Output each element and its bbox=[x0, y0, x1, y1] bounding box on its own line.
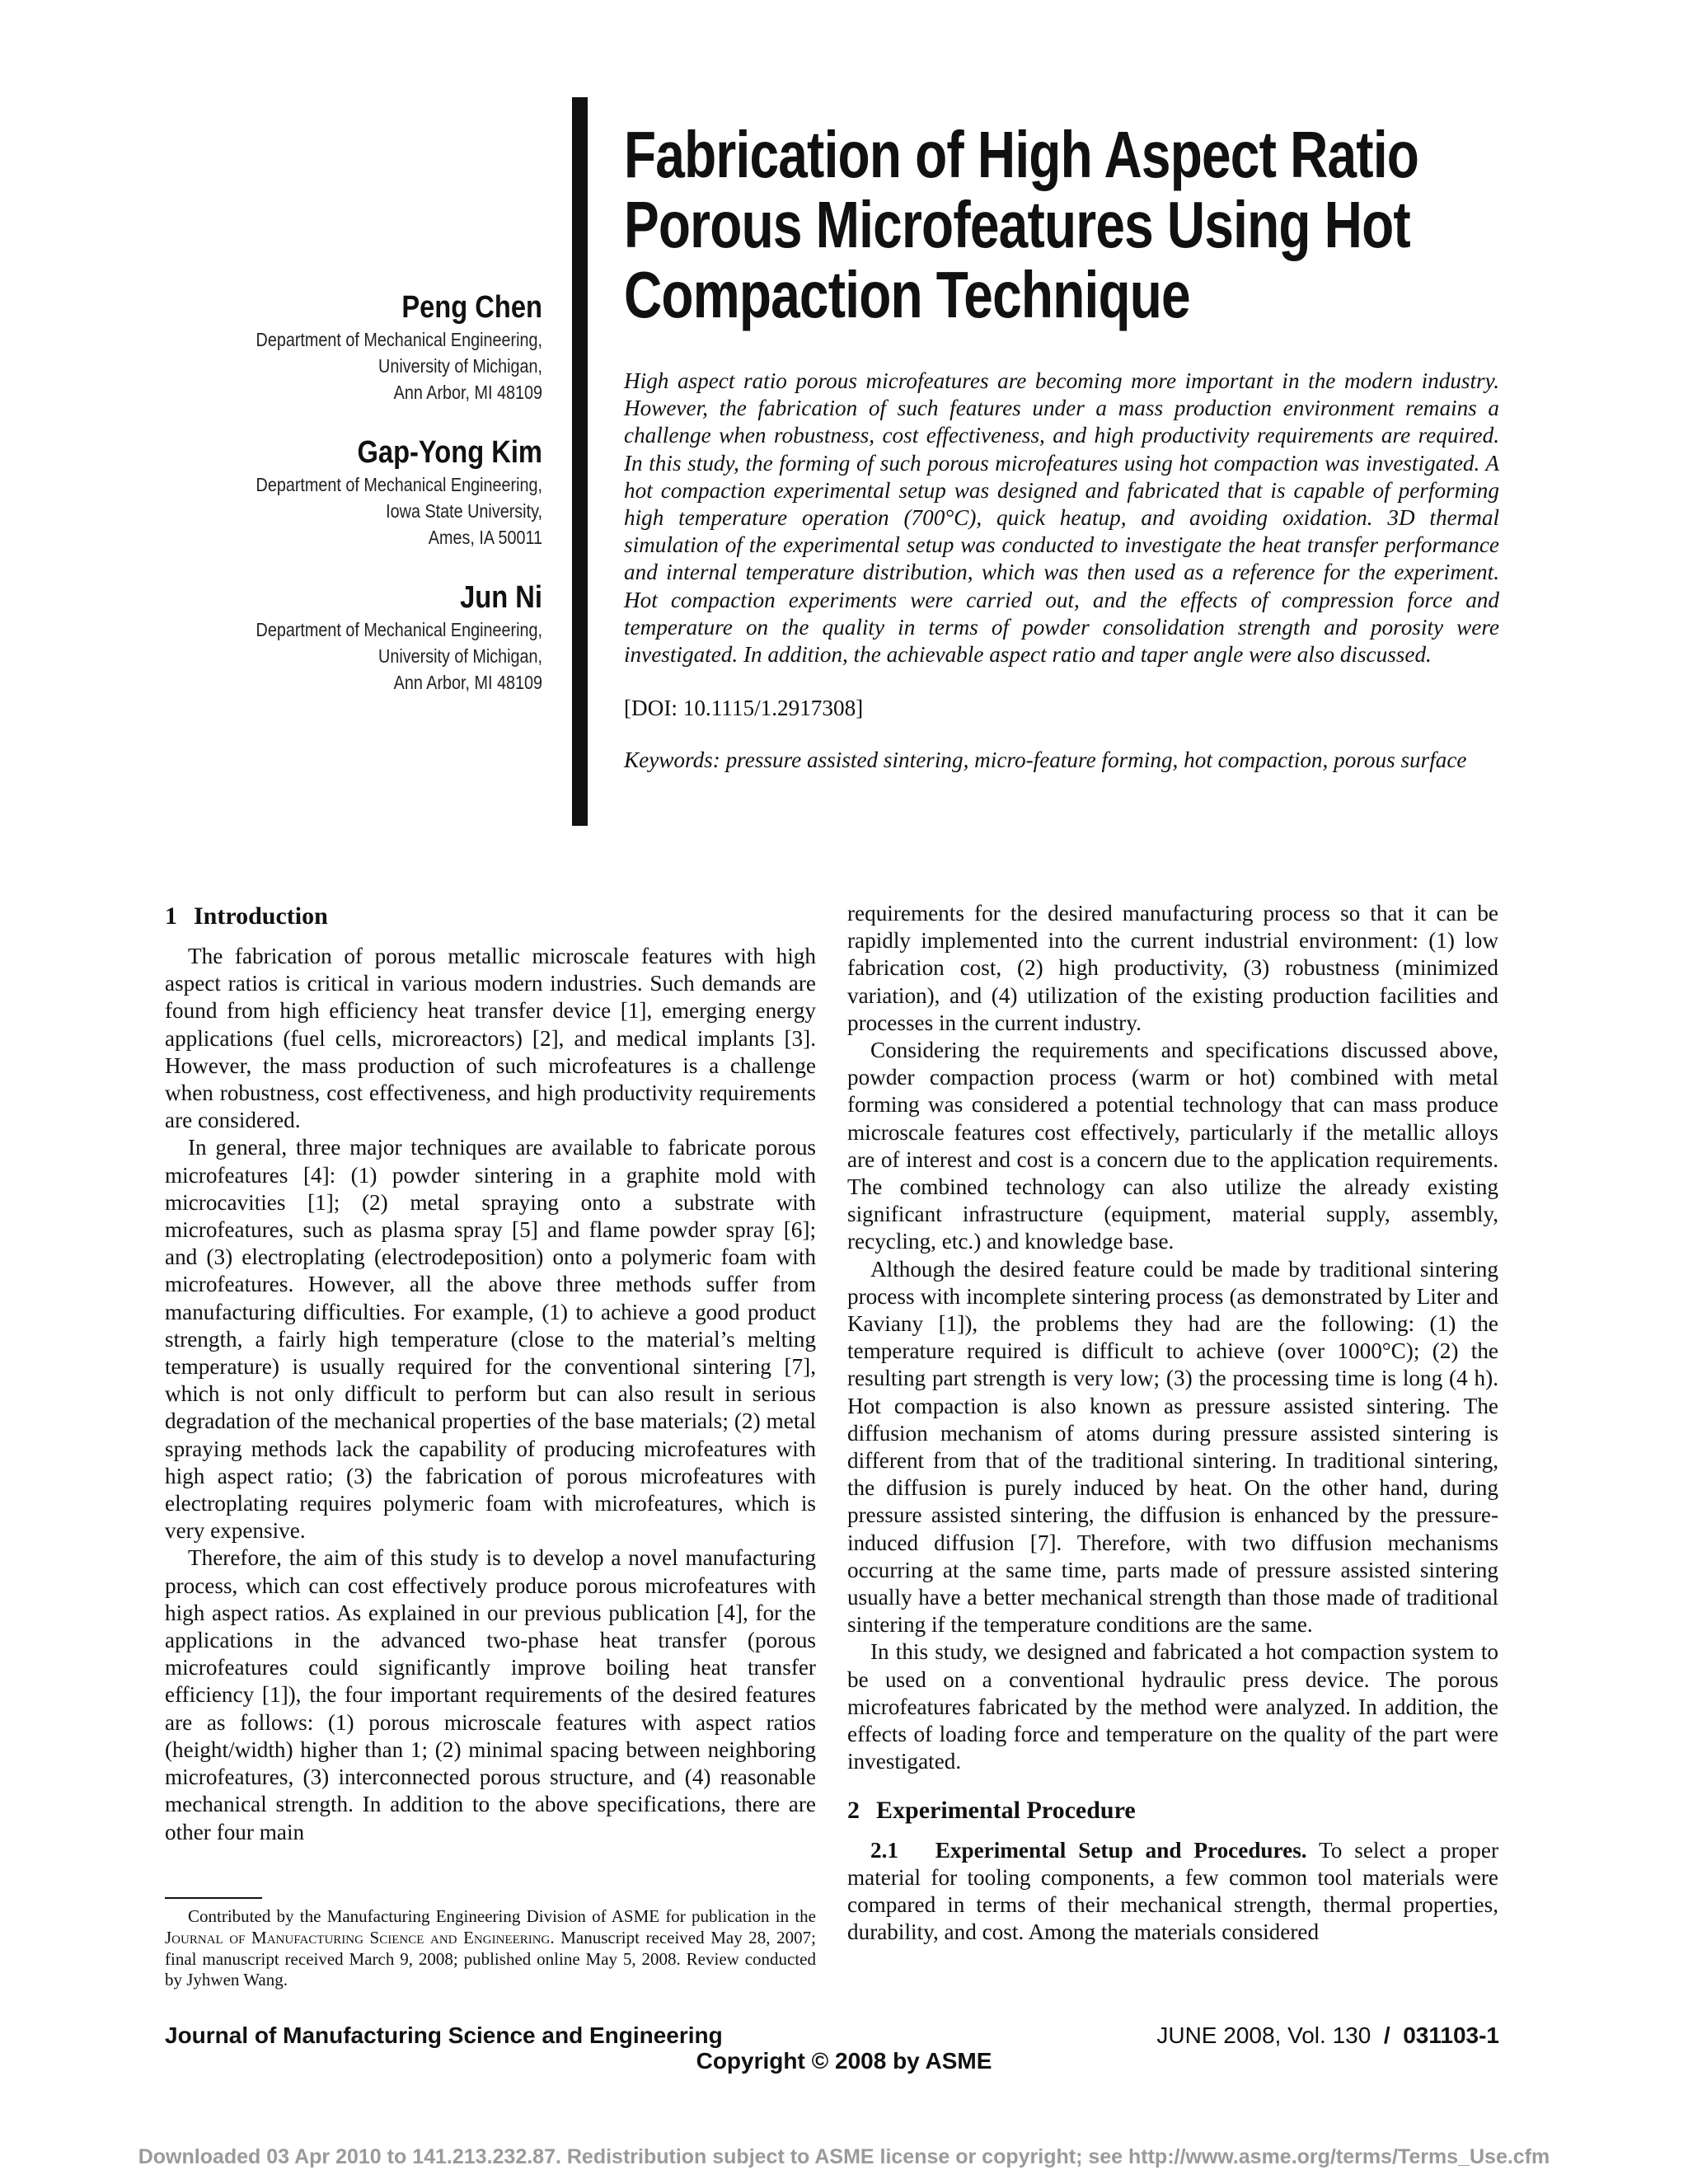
paragraph: The fabrication of porous metallic microscale features with high aspect ratios is critical in various modern industries. Such demands are found from high efficiency heat transfer device [1], emerging energy applications (fuel cells, microreactors) [2], and medical implants [3]. However, the mass production of such microfeatures is a challenge when robustness, cost effectiveness, and high productivity requirements are considered. bbox=[165, 944, 816, 1133]
title-line: Compaction Technique bbox=[624, 258, 1190, 331]
section-heading bbox=[165, 900, 816, 933]
abstract: High aspect ratio porous microfeatures are becoming more important in the modern industry. However, the fabrication of such features under a mass production environment remains a challenge when robustness, cost effectiveness, and high productivity requirements are required. In this study, the forming of such porous microfeatures using hot compaction was investigated. A hot compaction experimental setup was designed and fabricated that is capable of performing high temperature operation (700°C), quick heatup, and avoiding oxidation. 3D thermal simulation of the experimental setup was conducted to investigate the heat transfer performance and internal temperature distribution, which was then used as a reference for the experiment. Hot compaction experiments were carried out, and the effects of compression force and temperature on the quality in terms of powder consolidation strength and porosity were investigated. In addition, the achievable aspect ratio and taper angle were also discussed. bbox=[624, 368, 1499, 668]
paragraph: Considering the requirements and specifications discussed above, powder compaction process (warm or hot) combined with metal forming was considered a potential technology that can mass produce microscale features cost effectively, particularly if the metallic alloys are of interest and cost is a concern due to the application requirements. The combined technology can also utilize the already existing significant infrastructure (equipment, material supply, assembly, recycling, etc.) and knowledge base. bbox=[847, 1038, 1498, 1254]
subsection-number: 2.1 bbox=[870, 1837, 898, 1863]
author-affiliation-line: Ames, IA 50011 bbox=[428, 527, 542, 548]
footnote-text: . Manuscript received May 28, 2007; final manuscript received March 9, 2008; published online May 5, 2008. Review conducted by Jyhwen Wang. bbox=[165, 1927, 816, 1990]
vertical-rule bbox=[572, 97, 588, 826]
author-block bbox=[165, 288, 542, 724]
footnote-rule bbox=[165, 1897, 262, 1899]
author-affiliation-line: Department of Mechanical Engineering, bbox=[256, 619, 542, 640]
author-affiliation-line: University of Michigan, bbox=[378, 355, 542, 377]
author-affiliation-line: Department of Mechanical Engineering, bbox=[256, 329, 542, 350]
copyright: Copyright © 2008 by ASME bbox=[696, 2048, 992, 2074]
subsection-text: To select a proper material for tooling components, a few common tool materials were compared in terms of their mechanical strength, thermal properties, durability, and cost. Among the materials considered bbox=[847, 1837, 1498, 1945]
author-affiliation-line: Department of Mechanical Engineering, bbox=[256, 474, 542, 495]
footer-issue bbox=[1156, 2022, 1499, 2049]
title-line: Porous Microfeatures Using Hot bbox=[624, 188, 1410, 261]
section-number: 1 bbox=[165, 902, 177, 930]
footer-issue-text: JUNE 2008, Vol. 130 bbox=[1156, 2022, 1372, 2048]
footer-separator: / bbox=[1383, 2022, 1390, 2048]
footnote bbox=[165, 1906, 816, 1991]
footnote-text: Contributed by the Manufacturing Engineering Division of ASME for publication in the bbox=[188, 1906, 816, 1926]
author-name: Peng Chen bbox=[401, 290, 542, 325]
paragraph: Although the desired feature could be made by traditional sintering process with incomplete sintering process (as demonstrated by Liter and Kaviany [1]), the problems they had are the following: (1) the temperature required is difficult to achieve (over 1000°C); (2) the resulting part strength is very low; (3) the processing time is long (4 h). Hot compaction is also known as pressure assisted sintering. The diffusion mechanism of atoms during pressure assisted sintering is different from that of the traditional sintering. In traditional sintering, the diffusion is purely induced by heat. On the other hand, during pressure assisted sintering, the diffusion is enhanced by the pressure-induced diffusion [7]. Therefore, with two diffusion mechanisms occurring at the same time, parts made of pressure assisted sintering usually have a better mechanical strength than those made of traditional sintering if the temperature conditions are the same. bbox=[847, 1256, 1498, 1638]
footer-journal: Journal of Manufacturing Science and Engineering bbox=[165, 2022, 723, 2048]
author bbox=[165, 288, 542, 405]
author-affiliation-line: Ann Arbor, MI 48109 bbox=[393, 382, 542, 403]
section-heading bbox=[847, 1794, 1498, 1827]
author-affiliation-line: Iowa State University, bbox=[386, 500, 542, 522]
paragraph: In this study, we designed and fabricated a hot compaction system to be used on a conventional hydraulic press device. The porous microfeatures fabricated by the method were analyzed. In addition, the effects of loading force and temperature on the quality of the part were investigated. bbox=[847, 1639, 1498, 1774]
author bbox=[165, 579, 542, 696]
paragraph: In general, three major techniques are available to fabricate porous microfeatures [4]: (1) powder sintering in a graphite mold with microcavities [1]; (2) metal spraying onto a substrate with microfeatures, such as plasma spray [5] and flame powder spray [6]; and (3) electroplating (electrodeposition) onto a polymeric foam with microfeatures. However, all the above three methods suffer from manufacturing difficulties. For example, (1) to achieve a good product strength, a fairly high temperature (close to the material’s melting temperature) is usually required for the conventional sintering [7], which is not only difficult to perform but can also result in serious degradation of the mechanical properties of the base materials; (2) metal spraying methods lack the capability of producing microfeatures with high aspect ratio; (3) the fabrication of porous microfeatures with electroplating requires polymeric foam with microfeatures, which is very expensive. bbox=[165, 1135, 816, 1544]
paragraph: requirements for the desired manufacturing process so that it can be rapidly implemented into the current industrial environment: (1) low fabrication cost, (2) high productivity, (3) robustness (minimized variation), and (4) utilization of the existing production facilities and processes in the current industry. bbox=[847, 901, 1498, 1035]
section-number: 2 bbox=[847, 1796, 860, 1824]
author-name: Gap-Yong Kim bbox=[357, 435, 542, 470]
author bbox=[165, 434, 542, 551]
paper-title bbox=[624, 118, 1419, 331]
footer-page-number: 031103-1 bbox=[1403, 2022, 1499, 2048]
download-notice: Downloaded 03 Apr 2010 to 141.213.232.87. Redistribution subject to ASME license or copyright; see http://www.asme.org/terms/Terms_Use.cfm bbox=[138, 2145, 1550, 2168]
section-title: Experimental Procedure bbox=[876, 1796, 1136, 1824]
author-affiliation-line: Ann Arbor, MI 48109 bbox=[393, 672, 542, 693]
left-column bbox=[165, 900, 816, 1846]
subsection-title: Experimental Setup and Procedures. bbox=[935, 1837, 1307, 1863]
footnote-journal: Journal of Manufacturing Science and Engineering bbox=[165, 1927, 551, 1947]
author-name: Jun Ni bbox=[460, 580, 542, 615]
author-affiliation-line: University of Michigan, bbox=[378, 645, 542, 667]
doi: [DOI: 10.1115/1.2917308] bbox=[624, 696, 864, 720]
section-title: Introduction bbox=[194, 902, 328, 930]
title-line: Fabrication of High Aspect Ratio bbox=[624, 118, 1419, 191]
keywords: Keywords: pressure assisted sintering, micro-feature forming, hot compaction, porous surface bbox=[624, 748, 1467, 772]
subsection-paragraph bbox=[847, 1837, 1498, 1947]
right-column bbox=[847, 900, 1498, 1946]
paragraph: Therefore, the aim of this study is to develop a novel manufacturing process, which can cost effectively produce porous microfeatures with high aspect ratios. As explained in our previous publication [4], for the applications in the advanced two-phase heat transfer (porous microfeatures could significantly improve boiling heat transfer efficiency [1]), the four important requirements of the desired features are as follows: (1) porous microscale features with aspect ratios (height/width) higher than 1; (2) minimal spacing between neighboring microfeatures, (3) interconnected porous structure, and (4) reasonable mechanical strength. In addition to the above specifications, there are other four main bbox=[165, 1545, 816, 1844]
